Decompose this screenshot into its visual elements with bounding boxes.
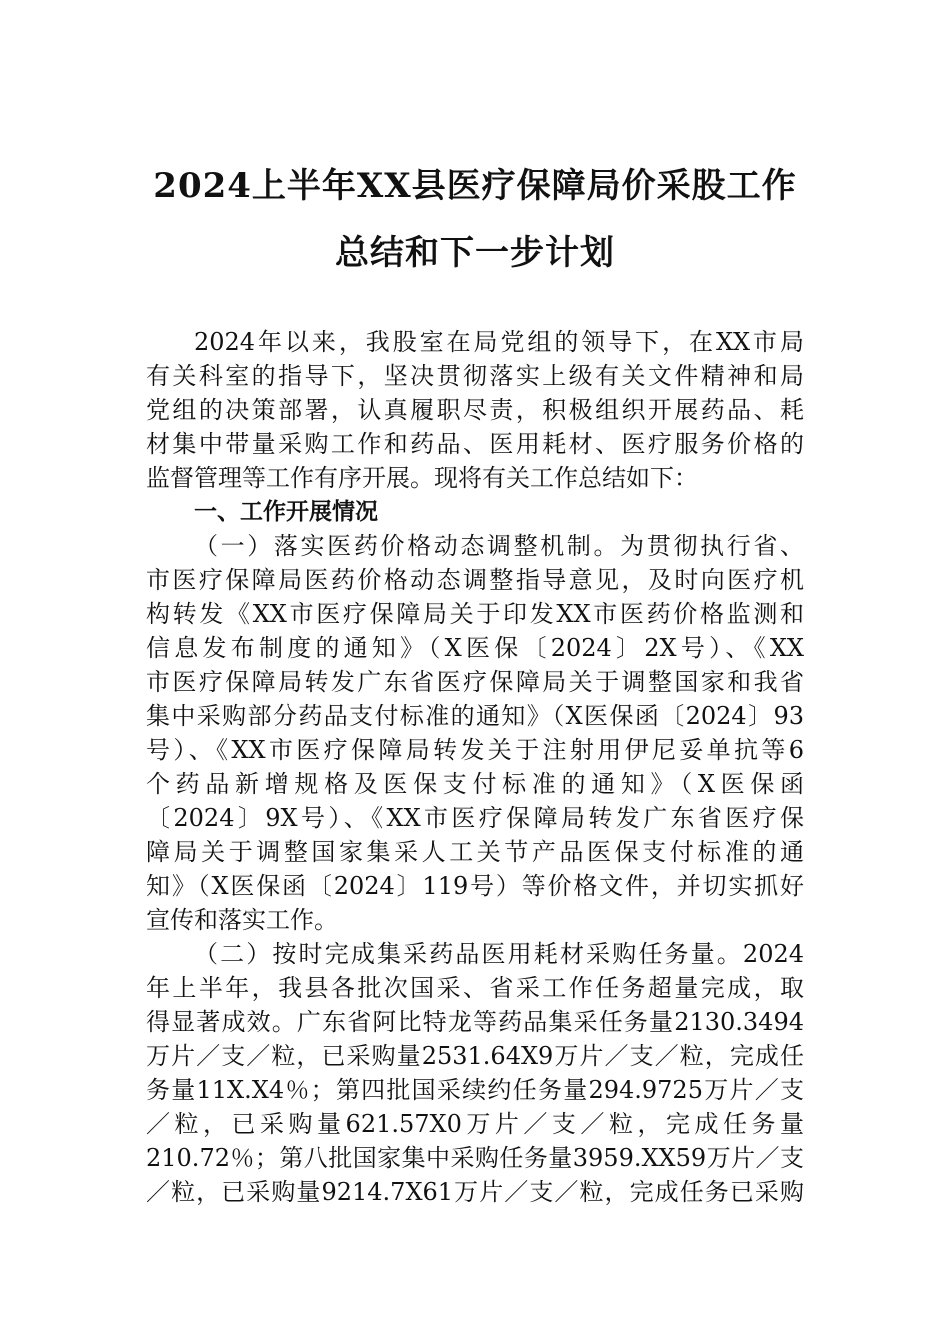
body-line: 集中采购部分药品支付标准的通知》（X医保函〔2024〕93: [146, 702, 804, 730]
body-line: （二）按时完成集采药品医用耗材采购任务量。2024: [194, 940, 804, 968]
document-body: [146, 325, 804, 1209]
body-line: ／粒，已采购量9214.7X61万片／支／粒，完成任务已采购: [146, 1178, 804, 1206]
body-line: 知》（X医保函〔2024〕119号）等价格文件，并切实抓好: [146, 872, 804, 900]
body-line: 构转发《XX市医疗保障局关于印发XX市医药价格监测和: [146, 600, 804, 628]
body-line: 2024年以来，我股室在局党组的领导下，在XX市局: [194, 328, 804, 356]
body-line: 党组的决策部署，认真履职尽责，积极组织开展药品、耗: [146, 396, 804, 424]
body-line: 市医疗保障局转发广东省医疗保障局关于调整国家和我省: [146, 668, 804, 696]
body-line: 信息发布制度的通知》（X医保〔2024〕2X号）、《XX: [146, 634, 804, 662]
section-heading: 一、工作开展情况: [194, 499, 378, 525]
body-line: 材集中带量采购工作和药品、医用耗材、医疗服务价格的: [146, 430, 804, 458]
body-line: ／粒，已采购量621.57X0万片／支／粒，完成任务量: [146, 1110, 804, 1138]
body-line: 号）、《XX市医疗保障局转发关于注射用伊尼妥单抗等6: [146, 736, 804, 764]
body-line: 年上半年，我县各批次国采、省采工作任务超量完成，取: [146, 974, 804, 1002]
body-line: 有关科室的指导下，坚决贯彻落实上级有关文件精神和局: [146, 362, 804, 390]
body-line: 市医疗保障局医药价格动态调整指导意见，及时向医疗机: [146, 566, 804, 594]
body-line: 得显著成效。广东省阿比特龙等药品集采任务量2130.3494: [146, 1008, 804, 1036]
body-line: 障局关于调整国家集采人工关节产品医保支付标准的通: [146, 838, 804, 866]
body-line: 务量11X.X4％；第四批国采续约任务量294.9725万片／支: [146, 1076, 804, 1104]
body-line: 210.72％；第八批国家集中采购任务量3959.XX59万片／支: [146, 1144, 804, 1172]
body-line: 宣传和落实工作。: [146, 906, 338, 934]
document-title-line1: 2024上半年XX县医疗保障局价采股工作: [153, 166, 797, 206]
body-line: 万片／支／粒，已采购量2531.64X9万片／支／粒，完成任: [146, 1042, 804, 1070]
body-line: 〔2024〕9X号）、《XX市医疗保障局转发广东省医疗保: [146, 804, 804, 832]
body-line: （一）落实医药价格动态调整机制。为贯彻执行省、: [194, 532, 804, 560]
body-line: 个药品新增规格及医保支付标准的通知》（X医保函: [146, 770, 804, 798]
document-title-line2: 总结和下一步计划: [335, 233, 615, 273]
body-line: 监督管理等工作有序开展。现将有关工作总结如下：: [146, 464, 698, 492]
